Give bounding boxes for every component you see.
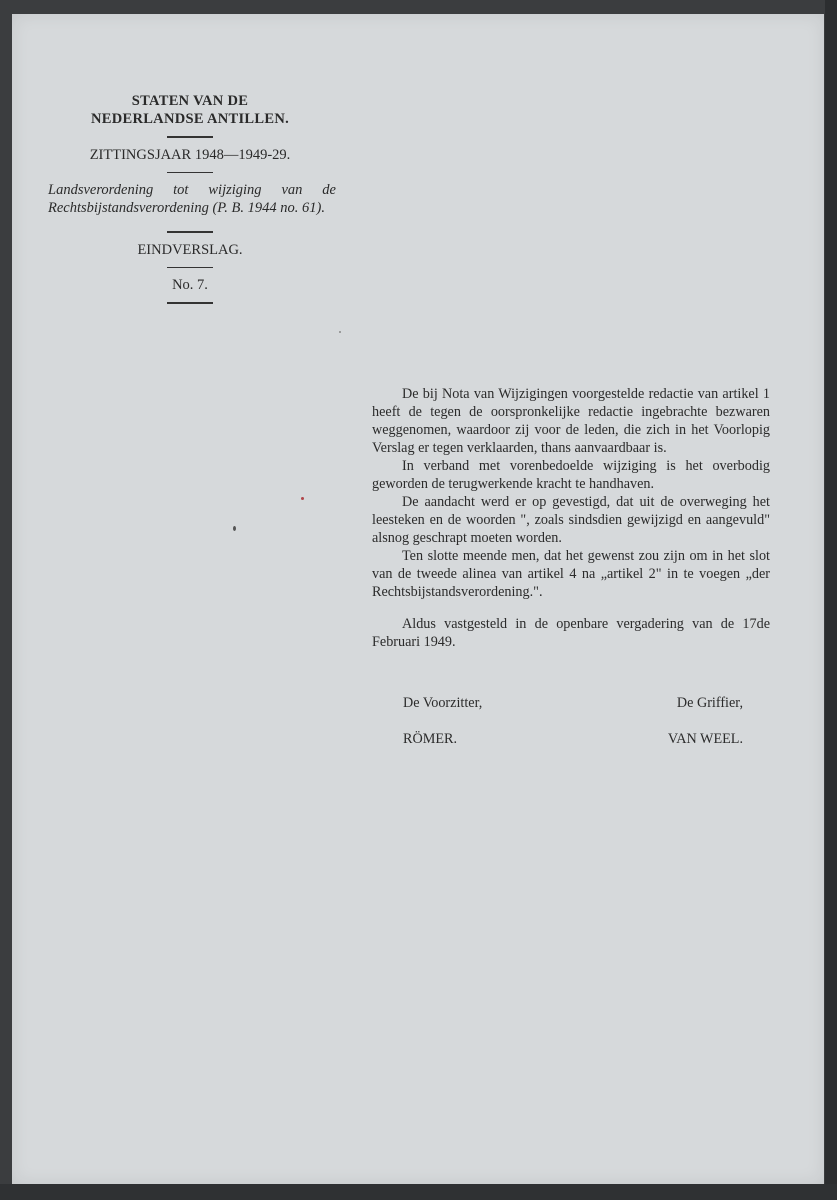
scan-border-right (825, 0, 837, 1200)
ink-speck (301, 497, 304, 500)
chair-name: RÖMER. (403, 731, 457, 747)
divider (167, 231, 213, 233)
issuer-line-2: NEDERLANDSE ANTILLEN. (90, 111, 290, 127)
dust-speck (339, 331, 341, 333)
clerk-name: VAN WEEL. (667, 731, 743, 747)
paragraph: De aandacht werd er op gevestigd, dat uit de overweging het leesteken en de woorden ", zoals sindsdien gewijzigd en aangevuld" alsnog geschrapt moeten worden. (372, 494, 770, 546)
issuer-name (44, 92, 336, 128)
dust-speck (233, 526, 236, 531)
signature-block (403, 694, 743, 748)
session-year: ZITTINGSJAAR 1948—1949-29. (89, 146, 291, 163)
document-type: EINDVERSLAG. (137, 241, 243, 258)
divider (167, 172, 213, 174)
report-body (372, 385, 770, 651)
paragraph: De bij Nota van Wijzigingen voorgestelde redactie van artikel 1 heeft de tegen de oorspronkelijke redactie ingebrachte bezwaren weggenomen, waardoor zij voor de leden, die zich in het Voorlopig Verslag er tegen verklaarden, thans aanvaardbaar is. (372, 386, 770, 456)
document-subject: Landsverordening tot wijziging van de Rechtsbijstandsverordening (P. B. 1944 no. 61). (48, 182, 336, 216)
divider (167, 136, 213, 138)
issuer-line-1: STATEN VAN DE (131, 93, 249, 109)
document-number: No. 7. (172, 277, 208, 293)
paragraph: Ten slotte meende men, dat het gewenst zou zijn om in het slot van de tweede alinea van artikel 4 na „artikel 2" in te voegen „der Rechtsbijstandsverordening.". (372, 548, 770, 600)
paragraph: In verband met vorenbedoelde wijziging is het overbodig geworden de terugwerkende kracht te handhaven. (372, 458, 770, 492)
closing-paragraph: Aldus vastgesteld in de openbare vergadering van de 17de Februari 1949. (372, 616, 770, 650)
document-header (44, 92, 336, 312)
scan-border-bottom (0, 1184, 837, 1200)
divider (167, 267, 213, 269)
chair-title: De Voorzitter, (403, 695, 483, 711)
divider (167, 302, 213, 304)
clerk-title: De Griffier, (676, 695, 743, 711)
